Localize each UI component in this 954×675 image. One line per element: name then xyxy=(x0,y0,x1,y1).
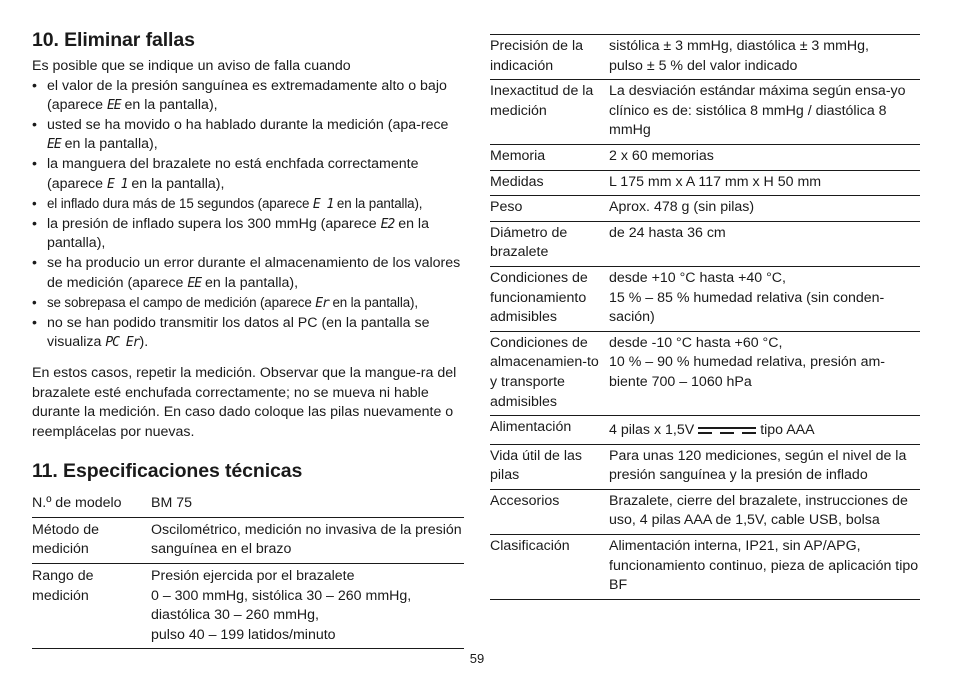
spec-value xyxy=(151,491,464,517)
spec-value-line: pulso 40 – 199 latidos/minuto xyxy=(151,626,336,643)
spec-row xyxy=(490,221,920,266)
spec-key: N.º de modelo xyxy=(32,495,122,512)
fault-text: la presión de inflado supera los 300 mmHg (aparece xyxy=(47,215,381,232)
spec-value-line: desde -10 °C hasta +60 °C, xyxy=(609,334,783,351)
error-code: EE xyxy=(187,275,202,291)
spec-table-right xyxy=(490,34,920,600)
error-code: E 1 xyxy=(312,197,334,213)
spec-key: Vida útil de las pilas xyxy=(490,444,609,489)
fault-text: en la pantalla), xyxy=(120,97,218,114)
spec-value-line: 10 % – 90 % humedad relativa, presión am-biente 700 – 1060 hPa xyxy=(609,354,886,390)
spec-value-line: 2 x 60 memorias xyxy=(609,147,714,164)
fault-text: el valor de la presión sanguínea es extremadamente alto o bajo (aparece xyxy=(47,77,447,114)
left-column xyxy=(32,28,464,649)
fault-text: en la pantalla), xyxy=(47,215,429,252)
spec-value xyxy=(609,416,920,445)
fault-text: la manguera del brazalete no está enchfada correctamente (aparece xyxy=(47,155,419,192)
spec-value xyxy=(151,564,464,649)
error-code: E2 xyxy=(380,216,395,232)
page-number: 59 xyxy=(469,651,485,666)
spec-key: Diámetro de brazalete xyxy=(490,221,609,266)
spec-value-line: 0 – 300 mmHg, sistólica 30 – 260 mmHg, xyxy=(151,587,412,604)
section-10-intro: Es posible que se indique un aviso de falla cuando xyxy=(32,58,351,74)
error-code: E 1 xyxy=(106,176,128,192)
spec-value-line: de 24 hasta 36 cm xyxy=(609,224,726,241)
fault-list-item xyxy=(32,314,464,353)
spec-value xyxy=(609,221,920,266)
spec-row xyxy=(490,196,920,222)
spec-value-line: desde +10 °C hasta +40 °C, xyxy=(609,269,786,286)
error-code: PC Er xyxy=(105,335,140,351)
fault-text: no se han podido transmitir los datos al PC (en la pantalla se visualiza xyxy=(47,314,430,351)
fault-text: ). xyxy=(139,334,149,351)
spec-value xyxy=(609,535,920,600)
section-10-paragraph: En estos casos, repetir la medición. Observar que la mangue-ra del brazalete esté enchufada correctamente; no se mueva ni hable durante la medición. En caso dado coloque las pilas nuevamente o reemplácelas por nuevas. xyxy=(32,364,457,440)
spec-value-line: Aprox. 478 g (sin pilas) xyxy=(609,199,755,216)
spec-value-line: Oscilométrico, medición no invasiva de la presión sanguínea en el brazo xyxy=(151,521,462,558)
spec-row xyxy=(32,491,464,517)
spec-value xyxy=(609,170,920,196)
spec-row xyxy=(490,416,920,445)
spec-row xyxy=(490,444,920,489)
spec-key: Condiciones de almacenamien-to y transporte admisibles xyxy=(490,331,609,415)
fault-list-item xyxy=(32,77,464,116)
spec-key: Inexactitud de la medición xyxy=(490,80,609,145)
spec-row xyxy=(32,564,464,649)
spec-key: Clasificación xyxy=(490,535,609,600)
spec-key: Accesorios xyxy=(490,489,609,534)
spec-value xyxy=(609,489,920,534)
spec-value xyxy=(151,517,464,563)
fault-list-item xyxy=(32,293,464,314)
spec-value-line: pulso ± 5 % del valor indicado xyxy=(609,57,798,74)
spec-value-line: L 175 mm x A 117 mm x H 50 mm xyxy=(609,173,822,190)
fault-list-item xyxy=(32,194,464,215)
spec-value-line: Brazalete, cierre del brazalete, instrucciones de uso, 4 pilas AAA de 1,5V, cable USB, bolsa xyxy=(609,492,908,529)
spec-value-line: Alimentación interna, IP21, sin AP/APG, funcionamiento continuo, pieza de aplicación tipo BF xyxy=(609,538,919,594)
fault-list-item xyxy=(32,116,464,155)
fault-text: en la pantalla), xyxy=(201,274,299,291)
spec-value xyxy=(609,144,920,170)
spec-key: Memoria xyxy=(490,144,609,170)
fault-text: en la pantalla), xyxy=(127,175,225,192)
error-code: Er xyxy=(315,296,329,312)
spec-table-left xyxy=(32,491,464,649)
spec-value xyxy=(609,35,920,80)
spec-value xyxy=(609,444,920,489)
fault-text: usted se ha movido o ha hablado durante la medición (apa-rece xyxy=(47,116,449,133)
spec-key: Medidas xyxy=(490,170,609,196)
fault-list xyxy=(32,77,464,353)
dc-current-icon xyxy=(698,426,756,434)
fault-text: en la pantalla), xyxy=(328,295,418,311)
fault-text: se sobrepasa el campo de medición (aparece xyxy=(47,295,316,311)
spec-row xyxy=(490,266,920,331)
spec-row xyxy=(490,80,920,145)
spec-value xyxy=(609,266,920,331)
spec-value-text: tipo AAA xyxy=(760,422,815,439)
spec-key: Rango de medición xyxy=(32,564,151,649)
fault-list-item xyxy=(32,155,464,194)
error-code: EE xyxy=(47,137,61,153)
fault-text: en la pantalla), xyxy=(333,196,423,212)
spec-value-line: diastólica 30 – 260 mmHg, xyxy=(151,607,319,624)
spec-row xyxy=(490,170,920,196)
spec-key: Método de medición xyxy=(32,517,151,563)
spec-value-line: Presión ejercida por el brazalete xyxy=(151,568,355,585)
fault-text: en la pantalla), xyxy=(60,136,158,153)
section-10-title: 10. Eliminar fallas xyxy=(32,29,195,51)
spec-row xyxy=(490,144,920,170)
spec-value-line: 15 % – 85 % humedad relativa (sin conden-sación) xyxy=(609,289,885,326)
fault-list-item xyxy=(32,215,464,254)
fault-list-item xyxy=(32,254,464,293)
spec-key: Condiciones de funcionamiento admisibles xyxy=(490,266,609,331)
section-11-title: 11. Especificaciones técnicas xyxy=(32,460,303,483)
fault-text: se ha producio un error durante el almacenamiento de los valores de medición (aparece xyxy=(47,254,461,291)
spec-key: Precisión de la indicación xyxy=(490,35,609,80)
spec-row xyxy=(490,535,920,600)
spec-value xyxy=(609,80,920,145)
error-code: EE xyxy=(106,98,121,114)
spec-row xyxy=(32,517,464,563)
right-column xyxy=(490,34,920,600)
spec-row xyxy=(490,35,920,80)
spec-value-text: 4 pilas x 1,5V xyxy=(609,422,695,439)
spec-value-line: BM 75 xyxy=(151,495,193,512)
spec-value xyxy=(609,196,920,222)
spec-row xyxy=(490,331,920,415)
spec-value-line: La desviación estándar máxima según ensa-yo clínico es de: sistólica 8 mmHg / diastólica 8 mmHg xyxy=(609,83,906,139)
spec-key: Alimentación xyxy=(490,416,609,445)
fault-text: el inflado dura más de 15 segundos (aparece xyxy=(47,196,313,212)
spec-key: Peso xyxy=(490,196,609,222)
spec-row xyxy=(490,489,920,534)
spec-value-line: sistólica ± 3 mmHg, diastólica ± 3 mmHg, xyxy=(609,38,869,54)
spec-value-line: Para unas 120 mediciones, según el nivel de la presión sanguínea y la presión de inflado xyxy=(609,447,907,484)
spec-value xyxy=(609,331,920,415)
